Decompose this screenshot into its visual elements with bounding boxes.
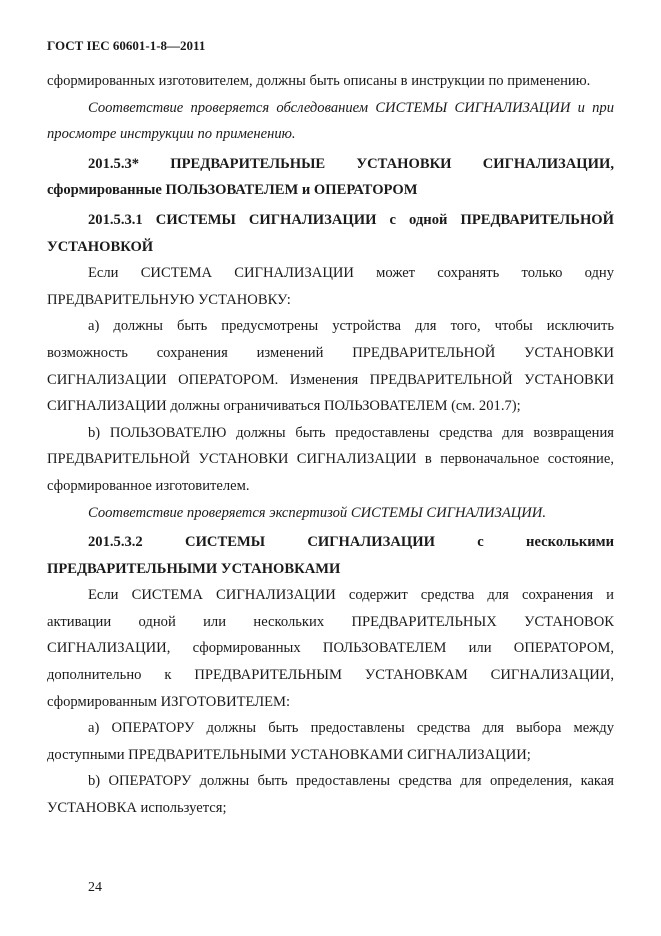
document-header: ГОСТ IEC 60601-1-8—2011 [47, 38, 206, 53]
paragraph-continuation: сформированных изготовителем, должны быть описаны в инструкции по применению. [47, 73, 591, 89]
compliance-note-2: Соответствие проверяется экспертизой СИСТЕМЫ СИГНАЛИЗАЦИИ. [88, 504, 546, 521]
paragraph-single-preset: Если СИСТЕМА СИГНАЛИЗАЦИИ может сохранять только одну ПРЕДВАРИТЕЛЬНУЮ УСТАНОВКУ: [47, 265, 614, 308]
list-item-a-1: a) должны быть предусмотрены устройства для того, чтобы исключить возможность сохранения изменений ПРЕДВАРИТЕЛЬНОЙ УСТАНОВКИ СИГНАЛИЗАЦИИ ОПЕРАТОРОМ. Изменения ПРЕДВАРИТЕЛЬНОЙ УСТАНОВКИ СИГНАЛИЗАЦИИ должны ограничиваться ПОЛЬЗОВАТЕЛЕМ (см. 201.7); [47, 318, 614, 415]
list-item-b-2: b) ОПЕРАТОРУ должны быть предоставлены средства для определения, какая УСТАНОВКА используется; [47, 773, 614, 817]
list-item-b-1: b) ПОЛЬЗОВАТЕЛЮ должны быть предоставлены средства для возвращения ПРЕДВАРИТЕЛЬНОЙ УСТАНОВКИ СИГНАЛИЗАЦИИ в первоначальное состояние, сформированное изготовителем. [47, 424, 614, 494]
document-page [47, 36, 614, 822]
section-heading-201-5-3-2: 201.5.3.2 СИСТЕМЫ СИГНАЛИЗАЦИИ с несколькими ПРЕДВАРИТЕЛЬНЫМИ УСТАНОВКАМИ [47, 534, 614, 577]
section-heading-201-5-3: 201.5.3* ПРЕДВАРИТЕЛЬНЫЕ УСТАНОВКИ СИГНАЛИЗАЦИИ, сформированные ПОЛЬЗОВАТЕЛЕМ и ОПЕРАТОРОМ [47, 155, 614, 199]
compliance-note-1: Соответствие проверяется обследованием СИСТЕМЫ СИГНАЛИЗАЦИИ и при просмотре инструкции по применению. [47, 99, 614, 143]
list-item-a-2: a) ОПЕРАТОРУ должны быть предоставлены средства для выбора между доступными ПРЕДВАРИТЕЛЬНЫМИ УСТАНОВКАМИ СИГНАЛИЗАЦИИ; [47, 720, 614, 763]
section-heading-201-5-3-1: 201.5.3.1 СИСТЕМЫ СИГНАЛИЗАЦИИ с одной ПРЕДВАРИТЕЛЬНОЙ УСТАНОВКОЙ [47, 211, 614, 255]
page-number: 24 [88, 880, 102, 895]
paragraph-multiple-presets: Если СИСТЕМА СИГНАЛИЗАЦИИ содержит средства для сохранения и активации одной или нескольких ПРЕДВАРИТЕЛЬНЫХ УСТАНОВОК СИГНАЛИЗАЦИИ, сформированных ПОЛЬЗОВАТЕЛЕМ или ОПЕРАТОРОМ, дополнительно к ПРЕДВАРИТЕЛЬНЫМ УСТАНОВКАМ СИГНАЛИЗАЦИИ, сформированным ИЗГОТОВИТЕЛЕМ: [47, 587, 614, 710]
